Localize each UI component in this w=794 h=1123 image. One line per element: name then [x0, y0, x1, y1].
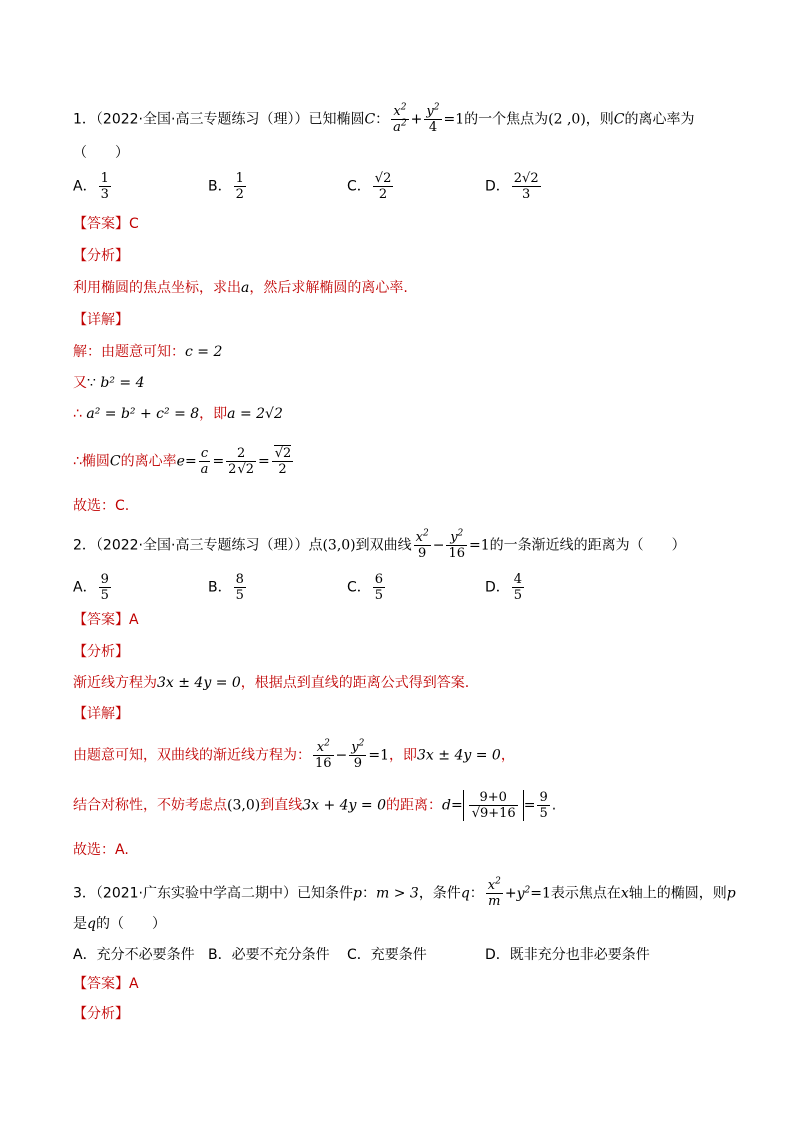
detail-line: 又∵ b² = 4 — [73, 375, 145, 391]
q3-stem: 3．（2021·广东实验中学高二期中）已知条件p：m > 3，条件q： $\frac{x^2}{m}$ $+y^2=1$表示焦点在x轴上的椭圆，则p — [73, 876, 736, 909]
answer-label: 【答案】A — [73, 976, 139, 992]
fraction: $\frac{x^2}{a^2}$ — [393, 102, 407, 135]
q3-stem-cont: 是q的（ ） — [73, 916, 166, 932]
conclusion: 故选：A. — [73, 842, 129, 858]
answer-paren: （ ） — [73, 145, 129, 161]
question-source: （2022·全国·高三专题练习（理）） — [95, 111, 309, 128]
question-number: 1． — [73, 111, 96, 128]
conclusion: 故选：C. — [73, 498, 130, 514]
answer-label: 【答案】A — [73, 612, 139, 628]
option-c: C． $\frac{√2}{2}$ — [347, 171, 392, 202]
detail-heading: 【详解】 — [73, 706, 129, 722]
option-b: B． $\frac{1}{2}$ — [208, 171, 244, 202]
answer-label: 【答案】C — [73, 216, 139, 232]
option-c: C．充要条件 — [347, 947, 427, 963]
q2-stem: 2．（2022·全国·高三专题练习（理））点(3,0)到双曲线 $\frac{x^2}{9}$ − $\frac{y^2}{16}$ =1的一条渐近线的距离为（ ） — [73, 528, 686, 561]
detail-line: ∴ a² = b² + c² = 8，即a = 2√2 — [73, 406, 283, 422]
option-a: A． $\frac{1}{3}$ — [73, 171, 109, 202]
detail-line: 结合对称性，不妨考虑点(3,0)到直线3x + 4y = 0的距离：d= $\frac{9+0}{√9+16}$ = $\frac{9}{5}$ . — [73, 790, 557, 821]
option-b: B． $\frac{8}{5}$ — [208, 572, 244, 603]
analysis-text: 利用椭圆的焦点坐标，求出a，然后求解椭圆的离心率. — [73, 280, 408, 296]
option-d: D． $\frac{2√2}{3}$ — [485, 171, 539, 202]
option-b: B．必要不充分条件 — [208, 947, 330, 963]
option-a: A．充分不必要条件 — [73, 947, 195, 963]
detail-line: ∴椭圆C的离心率e= $\frac{c}{a}$ = $\frac{2}{2√2}$ = $\frac{√2}{2}$ — [73, 446, 292, 477]
option-a: A． $\frac{9}{5}$ — [73, 572, 109, 603]
analysis-heading: 【分析】 — [73, 248, 129, 264]
analysis-text: 渐近线方程为3x ± 4y = 0，根据点到直线的距离公式得到答案. — [73, 675, 470, 691]
detail-line: 解：由题意可知：c = 2 — [73, 344, 223, 360]
option-d: D．既非充分也非必要条件 — [485, 947, 650, 963]
analysis-heading: 【分析】 — [73, 644, 129, 660]
detail-line: 由题意可知，双曲线的渐近线方程为： $\frac{x^2}{16}$ − $\frac{y^2}{9}$ =1，即3x ± 4y = 0， — [73, 738, 515, 771]
q1-stem: 1．（2022·全国·高三专题练习（理））已知椭圆C： $\frac{x^2}{a^2}$ + $\frac{y^2}{4}$ =1的一个焦点为(2 ,0)，则C的离心率为 — [73, 102, 695, 135]
option-d: D． $\frac{4}{5}$ — [485, 572, 523, 603]
fraction: $\frac{y^2}{4}$ — [426, 102, 440, 135]
detail-heading: 【详解】 — [73, 312, 129, 328]
analysis-heading: 【分析】 — [73, 1006, 129, 1022]
option-c: C． $\frac{6}{5}$ — [347, 572, 384, 603]
